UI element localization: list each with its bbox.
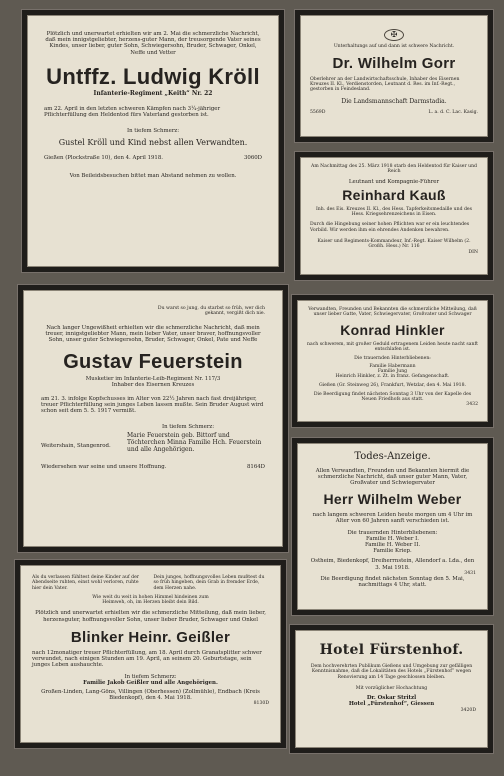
gorr-body: Oberlehrer an der Landwirtschaftsschule, Inhaber des Eisernen Kreuzes II. Kl., Verdienstorden, Leutnant d. Res. im Inf.-Regt., gestorben in Feindesland. [310, 76, 460, 93]
kroell-body: am 22. April in den letzten schweren Kämpfen nach 3¼-jähriger Pflichterfüllung den Heldentod fürs Vaterland gestorben ist. [44, 106, 221, 119]
feuerstein-footer: Wiedersehen war seine und unsere Hoffnung. [41, 464, 167, 471]
hinkler-body: nach schwerem, mit großer Geduld ertragenem Leiden heute nacht sanft entschlafen ist. [307, 341, 479, 352]
notice-feuerstein [18, 285, 288, 552]
seal-icon: ✠ [384, 29, 404, 41]
feuerstein-role2: Inhaber des Eisernen Kreuzes [111, 382, 195, 389]
weber-place-date: Ostheim, Biedenkopf, Dreiherrnstein, Allendorf a. Lda., den 3. Mai 1918. [310, 558, 475, 571]
hinkler-footer: Die Beerdigung findet nächsten Sonntag 3 Uhr von der Kapelle des Neuen Friedhofs aus statt. [313, 391, 472, 402]
geissler-verses [32, 575, 269, 591]
gorr-code: 5569D [310, 109, 326, 115]
kauss-closing: Kaiser und Regiments-Kommandeur, Inf.-Regt. Kaiser Wilhelm (2. Großh. Hess.) Nr. 116 [317, 238, 471, 250]
hinkler-code: 3432 [466, 402, 478, 408]
notice-weber [292, 438, 493, 615]
feuerstein-signatures: Marie Feuerstein geb. Bittorf und Töchterchen Minna Familie Hch. Feuerstein und alle Angehörigen. [127, 432, 262, 454]
kauss-rank: Leutnant und Kompagnie-Führer [348, 178, 440, 185]
geissler-place-date: Großen-Linden, Lang-Göns, Villingen (Oberhessen) (Zollmühle), Endbach (Kreis Biedenkopf), den 4. Mai 1918. [41, 689, 260, 702]
gorr-footer-row [310, 110, 478, 115]
weber-title: Todes-Anzeige. [354, 451, 431, 462]
gorr-org: L. a. d. C. Lac. Kasig. [428, 109, 478, 115]
hotel-body: Dem hochverehrten Publikum Gießens und Umgebung zur gefälligen Kenntnisnahme, daß die Lokalitäten des Hotels „Fürstenhof“ wegen Renovierung am 14 Tage geschlossen bleiben. [310, 664, 473, 680]
notice-gorr [295, 10, 493, 142]
feuerstein-role1: Musketier im Infanterie-Leib-Regiment Nr. 117/3 [85, 376, 221, 383]
kroell-footer: Von Beileidsbesuchen bittet man Abstand nehmen zu wollen. [69, 173, 237, 179]
hinkler-grief: Die trauernden Hinterbliebenen: [354, 356, 431, 362]
notice-kauss [295, 152, 493, 280]
hotel-name: Hotel Fürstenhof. [319, 642, 464, 658]
kroell-place-row [44, 155, 262, 161]
feuerstein-intro: Nach langer Ungewißheit erhielten wir die schmerzliche Nachricht, daß mein treuer, innigstgeliebter Mann, mein lieber Vater, unser braver, hoffnungsvoller Sohn, unser guter Schwiegersohn, Bruder, Schwager, Onkel, Pate und Neffe [45, 324, 261, 343]
gorr-closing: Die Landsmannschaft Darmstadia. [341, 97, 447, 105]
weber-grief: Die trauernden Hinterbliebenen: [347, 529, 438, 536]
geissler-signatures: Familie Jakob Geißler und alle Angehörigen. [83, 679, 218, 686]
kroell-place-date: Gießen (Plockstraße 10), den 4. April 1918. [44, 154, 163, 161]
hinkler-place-date: Gießen (Gr. Steinweg 26), Frankfurt, Wetzlar, den 4. Mai 1918. [319, 383, 466, 389]
notice-hinkler [292, 295, 493, 427]
kroell-code: 3060D [243, 154, 262, 161]
geissler-intro: Plötzlich und unerwartet erhielten wir die schmerzliche Mitteilung, daß mein lieber, herzensguter, hoffnungsvoller Sohn, unser lieber Bruder, Schwager und Onkel [35, 610, 266, 623]
hotel-sign2: Hotel „Fürstenhof“, Giessen [348, 701, 435, 708]
geissler-grief: In tiefem Schmerz: [124, 673, 177, 680]
notice-hotel [290, 625, 493, 753]
weber-family: Familie H. Weber I. Familie H. Weber II. Familie Kriep. [364, 535, 421, 555]
weber-body: nach langem schweren Leiden heute morgen um 4 Uhr im Alter von 60 Jahren sanft verschieden ist. [312, 512, 473, 525]
gorr-name: Dr. Wilhelm Gorr [332, 54, 456, 72]
feuerstein-body: am 21. 3. infolge Kopfschusses im Alter von 22½ Jahren nach fast dreijähriger, treuer Pflichterfüllung sein junges Leben lassen mußte. Sein Bruder August wird schon seit dem 5. 5. 1917 vermißt. [41, 395, 264, 414]
feuerstein-footer-row [41, 464, 265, 470]
geissler-verse-left: Als du verlassen fühltest deine Kinder auf der Abendseite ruhten, einst wohl verloren, ruhte hier dein Vater. [32, 575, 140, 591]
gorr-seal-row [310, 23, 478, 41]
weber-name: Herr Wilhelm Weber [323, 491, 462, 508]
gorr-top-line: Unterhaltungs auf und dann ist schwere Nachricht. [333, 44, 455, 50]
geissler-body: nach 12monatiger treuer Pflichterfüllung, am 18. April durch Granatsplitter schwer verwundet, nach einigen Stunden am 19. April, an seinem 20. Geburtstage, sein junges Leben aushauchte. [32, 650, 262, 669]
hinkler-intro: Verwandten, Freunden und Bekannten die schmerzliche Mitteilung, daß unser lieber Gatte, Vater, Schwiegervater, Großvater und Schwager [308, 307, 477, 318]
notice-geissler [15, 560, 286, 748]
hinkler-name: Konrad Hinkler [340, 321, 445, 338]
kauss-header: Am Nachmittag des 25. März 1918 starb den Heldentod für Kaiser und Reich [311, 164, 477, 175]
weber-intro: Allen Verwandten, Freunden und Bekannten hiermit die schmerzliche Nachricht, daß unser guter Mann, Vater, Großvater und Schwiegervater [315, 467, 470, 486]
weber-footer: Die Beerdigung findet nächsten Sonntag den 5. Mai, nachmittags 4 Uhr, statt. [320, 576, 465, 589]
geissler-verse-mid: Wie weit du weit in hohen Himmel hindeinen zum Heimweh, oh, im Herzen bleibt dein Bild. [92, 594, 209, 606]
hinkler-family: Familie Habermann Familie Jung Heinrich Hinkler, z. Zt. in franz. Gefangenschaft. [335, 363, 450, 380]
weber-code: 3431 [464, 570, 476, 576]
feuerstein-location: Weitershain, Stangenrod. [41, 443, 111, 450]
feuerstein-code: 8164D [246, 464, 265, 471]
feuerstein-grief: In tiefem Schmerz: [161, 424, 215, 431]
geissler-name: Blinker Heinr. Geißler [70, 628, 231, 646]
feuerstein-name: Gustav Feuerstein [63, 351, 243, 374]
kauss-code: DIN [468, 249, 478, 255]
hotel-code: 3420D [460, 707, 476, 713]
geissler-verse-right: Dein junges, hoffnungsvolles Leben mußtest du so früh hingeben, dein Grab in fremder Erde, dem Herzen nahe. [153, 575, 265, 591]
kauss-name: Reinhard Kauß [342, 186, 446, 203]
notice-kroell [22, 10, 284, 272]
kroell-intro: Plötzlich und unerwartet erhielten wir am 2. Mai die schmerzliche Nachricht, daß mein innigstgeliebter, herzens-guter Mann, der treusorgende Vater seines Kindes, unser lieber, guter Sohn, Schwiegersohn, Bruder, Schwager, Onkel, Neffe und Vetter [45, 31, 261, 56]
kroell-grief: In tiefem Schmerz: [126, 128, 180, 135]
kauss-text: Durch die Hingebung seiner hohen Pflichten war er ein leuchtendes Vorbild. Wir werden ihm ein ehrendes Andenken bewahren. [310, 222, 470, 233]
geissler-code: 8130D [253, 701, 269, 707]
kroell-name: Untffz. Ludwig Kröll [46, 63, 260, 89]
hotel-sign1: Dr. Oskar Stritzl [366, 695, 417, 702]
feuerstein-sign-row [41, 433, 265, 454]
feuerstein-topnote: Du warst so jung, du starbst so früh, wer dich gekannt, vergißt dich nie. [157, 306, 265, 317]
kauss-body: Inh. des Eis. Kreuzes II. Kl., des Hess. Tapferkeitsmedaille und des Hess. Kriegsehrenzeichens in Eisen. [315, 206, 472, 218]
kroell-regiment: Infanterie-Regiment „Keith“ Nr. 22 [93, 90, 213, 98]
kroell-signatures: Gustel Kröll und Kind nebst allen Verwandten. [58, 137, 248, 147]
hotel-closing: Mit vorzüglicher Hochachtung [355, 685, 428, 691]
